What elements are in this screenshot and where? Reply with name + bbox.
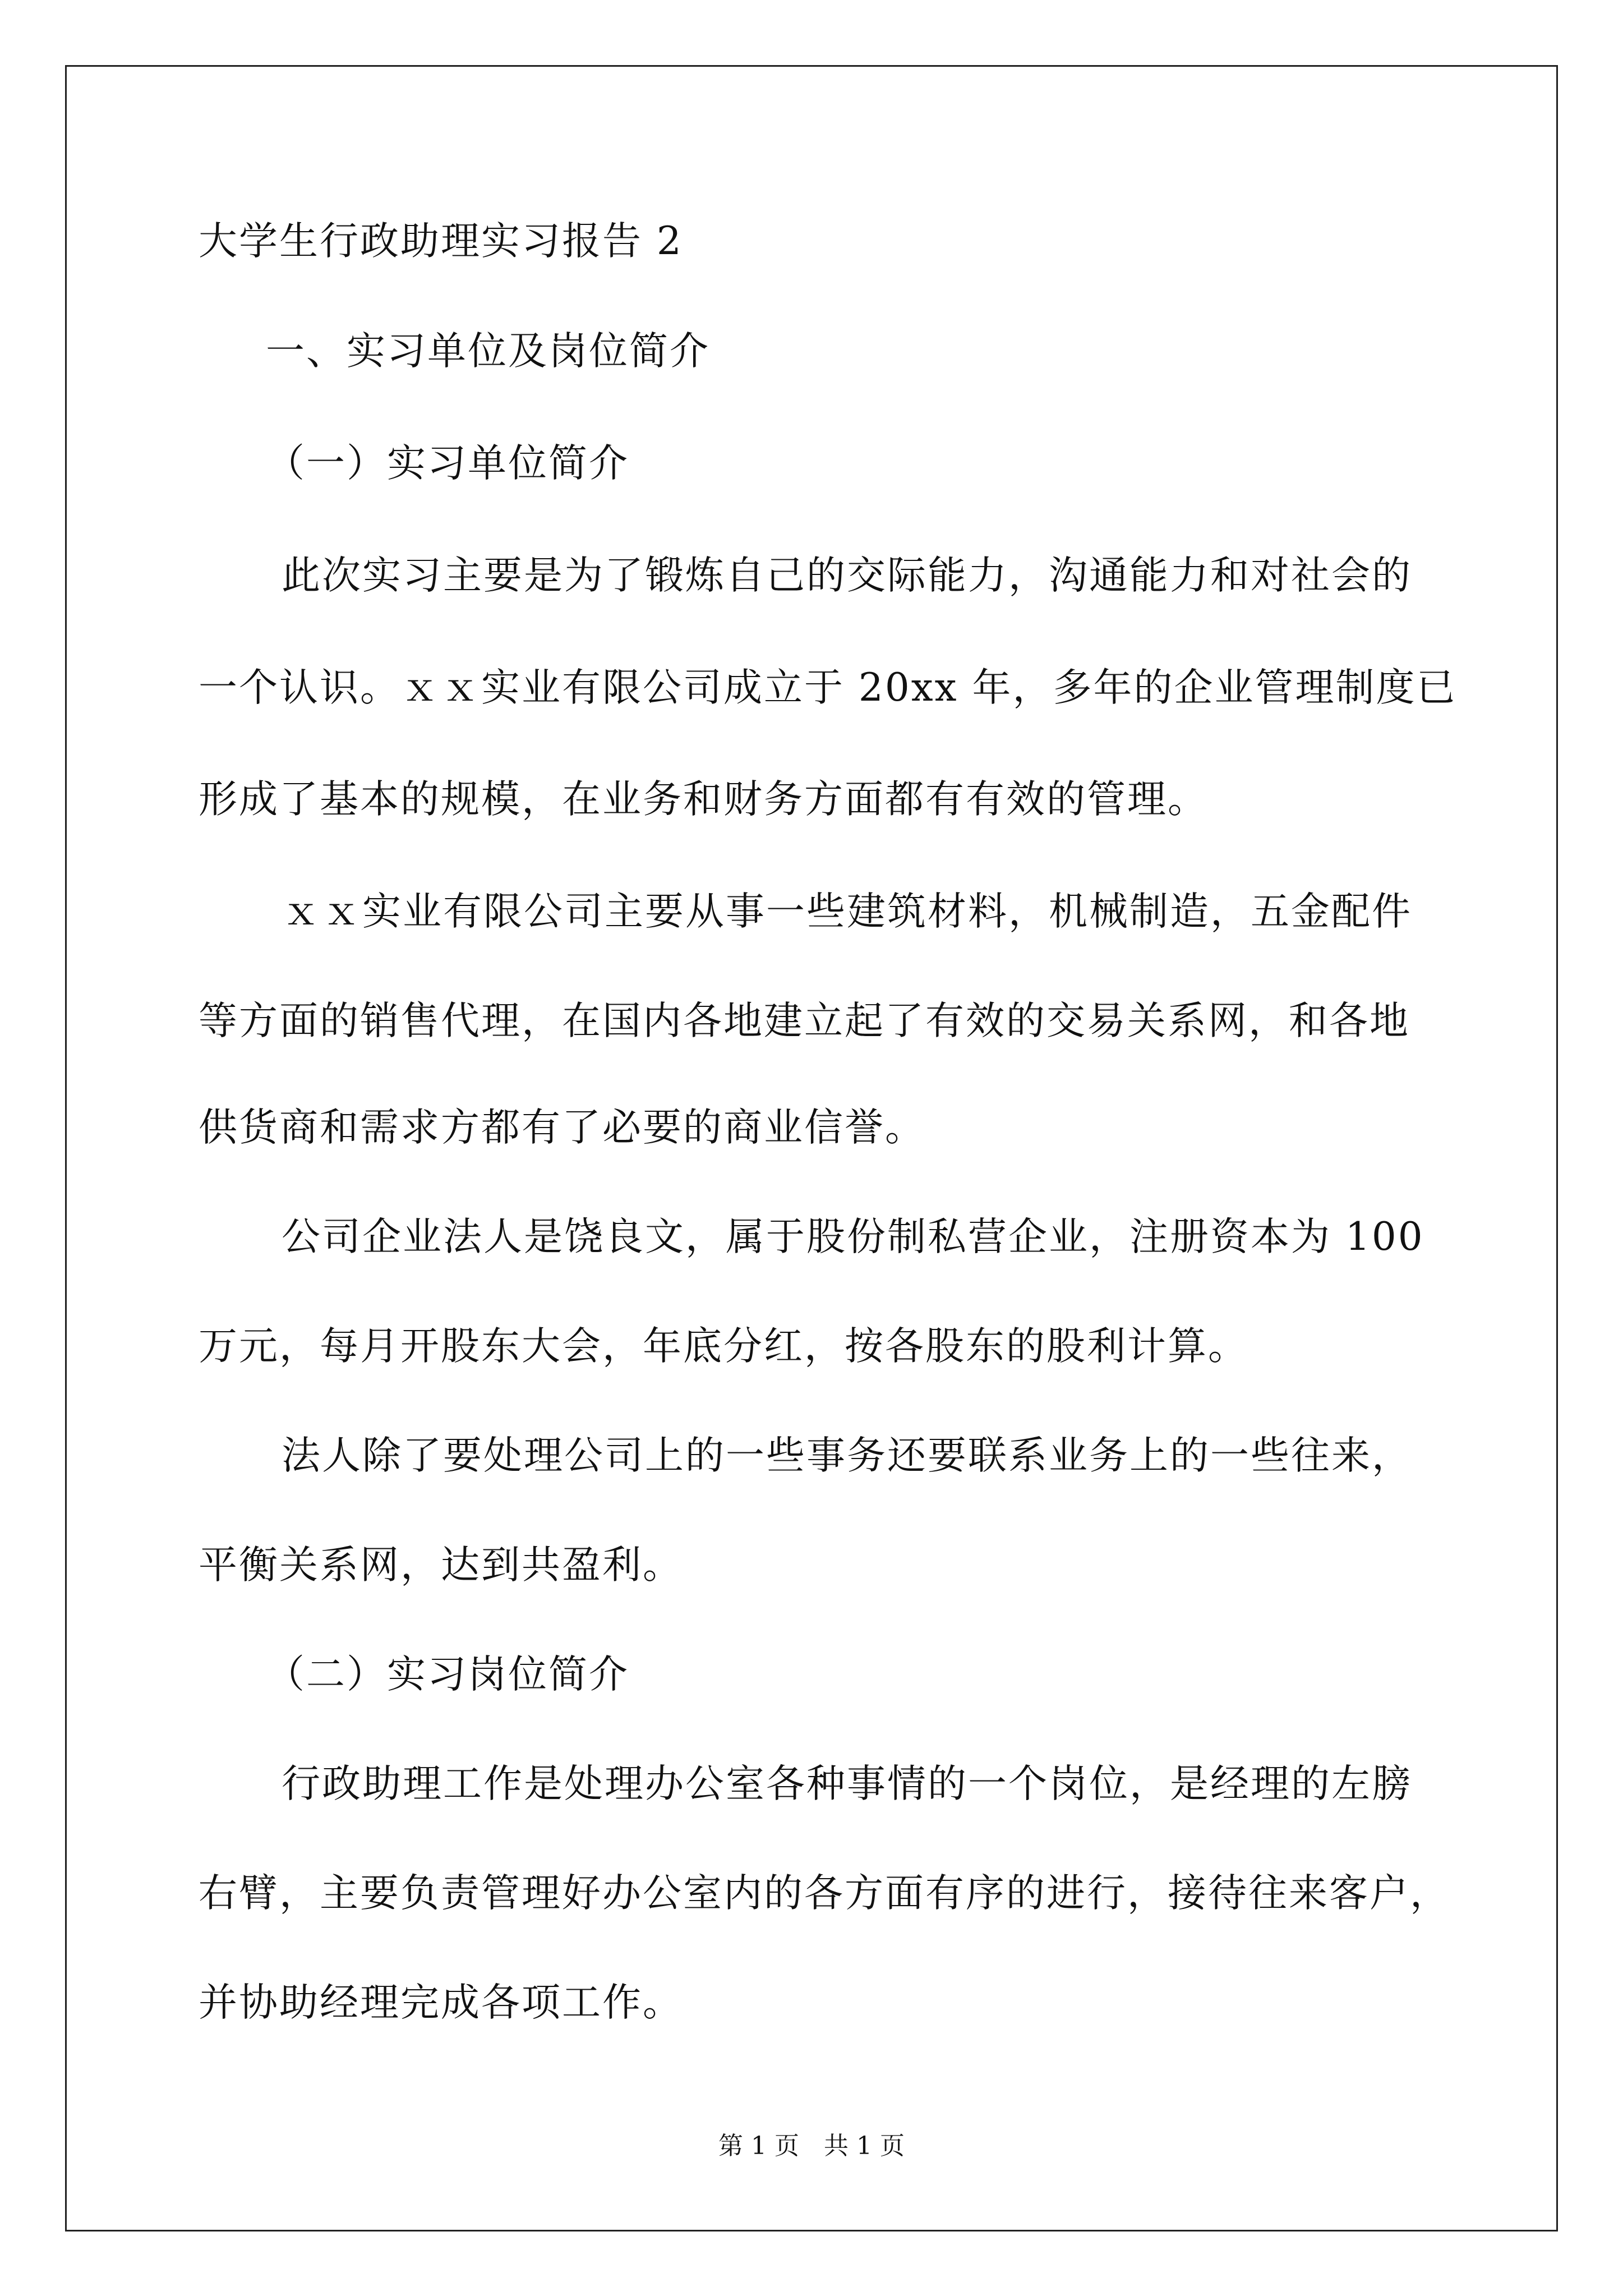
paragraph-line: 并协助经理完成各项工作。 [199,1980,683,2025]
page-footer: 第 1 页 共 1 页 [718,2132,905,2160]
paragraph-line: 万元，每月开股东大会，年底分红，按各股东的股利计算。 [199,1324,1248,1369]
paragraph-line: 右臂，主要负责管理好办公室内的各方面有序的进行，接待往来客户， [199,1871,1450,1916]
paragraph-line: 公司企业法人是饶良文，属于股份制私营企业，注册资本为 100 [282,1214,1424,1259]
section-heading: 一、实习单位及岗位简介 [266,329,710,374]
paragraph-line: 法人除了要处理公司上的一些事务还要联系业务上的一些往来， [282,1433,1412,1478]
subsection-heading: （二）实习岗位简介 [266,1652,629,1697]
paragraph-line: 形成了基本的规模，在业务和财务方面都有有效的管理。 [199,777,1208,822]
paragraph-line: 等方面的销售代理，在国内各地建立起了有效的交易关系网，和各地 [199,999,1410,1043]
paragraph-line: 行政助理工作是处理办公室各种事情的一个岗位，是经理的左膀 [282,1761,1412,1806]
paragraph-line: 供货商和需求方都有了必要的商业信誉。 [199,1105,925,1150]
document-title: 大学生行政助理实习报告 2 [199,219,683,264]
paragraph-line: 平衡关系网，达到共盈利。 [199,1543,683,1588]
paragraph-line: 此次实习主要是为了锻炼自己的交际能力，沟通能力和对社会的 [282,553,1412,598]
subsection-heading: （一）实习单位简介 [266,441,629,486]
paragraph-line: 一个认识。ｘｘ实业有限公司成立于 20xx 年，多年的企业管理制度已 [199,665,1457,710]
paragraph-line: ｘｘ实业有限公司主要从事一些建筑材料，机械制造，五金配件 [282,889,1412,934]
